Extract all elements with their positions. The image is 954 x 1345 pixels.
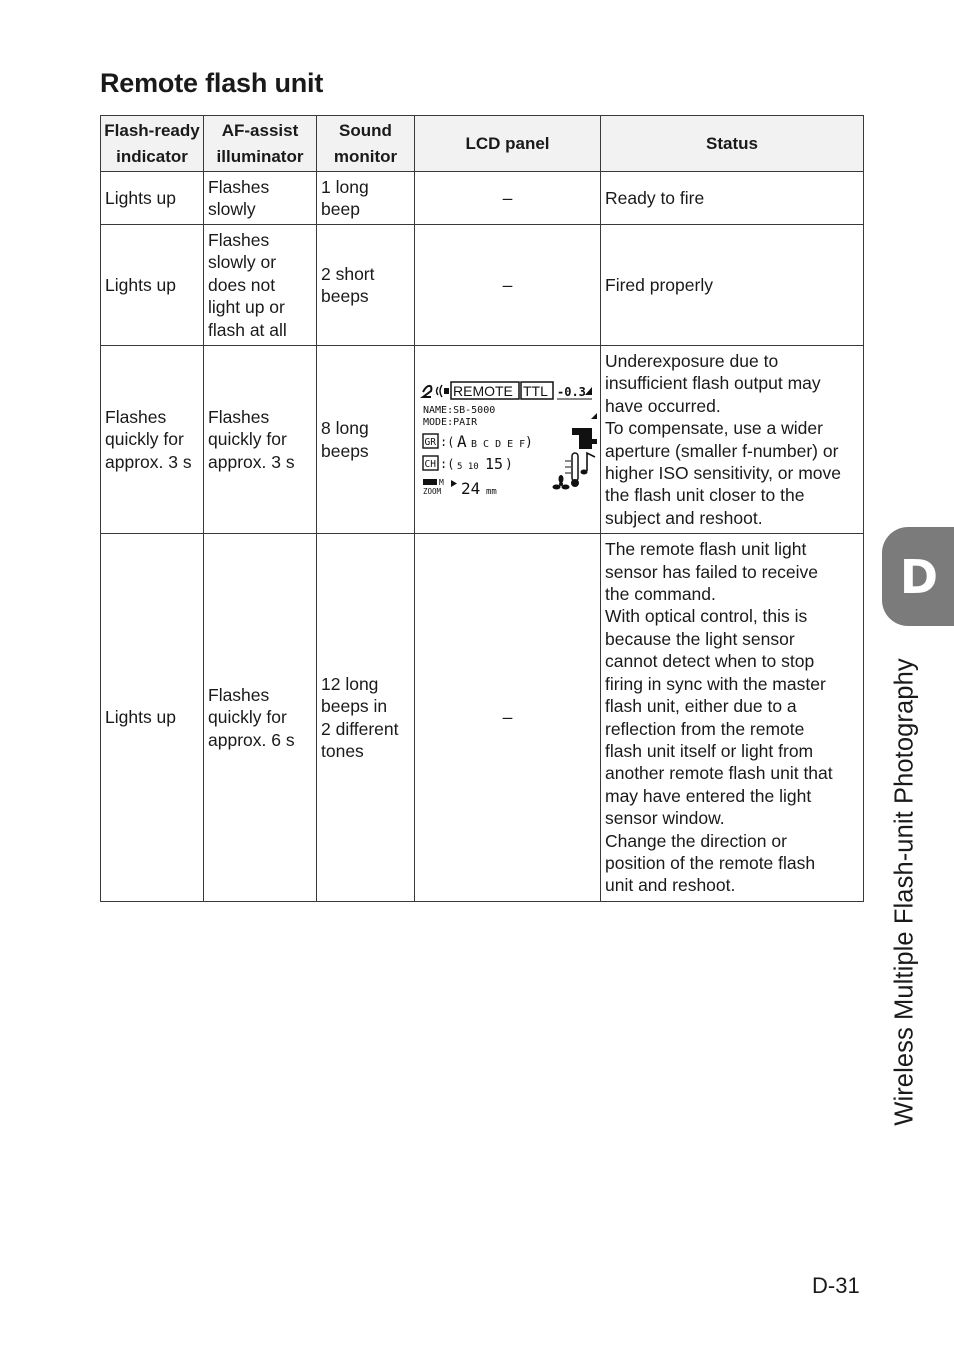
cell-af-assist: Flashes quickly for approx. 3 s [204, 346, 317, 534]
lcd-mode-line: MODE:PAIR [423, 416, 478, 428]
lcd-zoom-mode: M [439, 477, 444, 487]
svg-text:): ) [525, 434, 533, 450]
header-af-assist: AF-assist illuminator [204, 116, 317, 172]
side-title: Wireless Multiple Flash-unit Photography [890, 658, 919, 1126]
cell-flash-ready: Lights up [101, 172, 204, 225]
header-status: Status [601, 116, 864, 172]
flash-head-icon [572, 428, 597, 449]
cell-flash-ready: Flashes quickly for approx. 3 s [101, 346, 204, 534]
cell-lcd: – [415, 172, 601, 225]
cooling-fan-icon [553, 475, 570, 490]
svg-text::(: :( [440, 456, 455, 471]
lcd-channels: 5 10 [457, 461, 479, 472]
lcd-zoom-unit: mm [486, 486, 497, 497]
lcd-zoom-label: ZOOM [423, 486, 442, 496]
lcd-comp: -0.3 [557, 384, 586, 399]
lcd-name-line: NAME:SB-5000 [423, 404, 496, 416]
wireless-signal-icon [437, 385, 443, 397]
cell-lcd: – [415, 225, 601, 346]
cell-sound: 8 long beeps [317, 346, 415, 534]
lcd-group-others: B C D E F [471, 438, 526, 450]
cell-lcd [415, 346, 601, 534]
header-flash-ready: Flash-ready indicator [101, 116, 204, 172]
cell-af-assist: Flashes slowly [204, 172, 317, 225]
cell-sound: 1 long beep [317, 172, 415, 225]
lcd-channel-active: 15 [485, 454, 504, 473]
cell-status: The remote flash unit light sensor has failed to receive the command. With optical control, this is because the light sensor cannot detect when to stop firing in sync with the master flash unit, either due to a reflection from the remote flash unit itself or light from another remote flash unit that may have entered the light sensor window. Change the direction or position of the remote flash unit and reshoot. [601, 534, 864, 902]
cell-af-assist: Flashes slowly or does not light up or flash at all [204, 225, 317, 346]
sound-note-icon [587, 453, 595, 471]
chapter-tab-letter: D [899, 549, 939, 604]
svg-text::(: :( [440, 434, 455, 449]
thermometer-icon [572, 453, 578, 481]
chapter-tab [882, 527, 954, 626]
header-lcd-panel: LCD panel [415, 116, 601, 172]
lcd-metering: TTL [523, 382, 548, 399]
cell-af-assist: Flashes quickly for approx. 6 s [204, 534, 317, 902]
table-header-row [101, 116, 864, 172]
lcd-zoom-value: 24 [461, 478, 481, 498]
cell-status: Ready to fire [601, 172, 864, 225]
header-sound-monitor: Sound monitor [317, 116, 415, 172]
cell-lcd: – [415, 534, 601, 902]
cell-flash-ready: Lights up [101, 534, 204, 902]
lcd-group-label: GR [424, 436, 436, 448]
cell-flash-ready: Lights up [101, 225, 204, 346]
remote-status-table [100, 115, 864, 902]
table-row [101, 534, 864, 902]
lcd-panel-illustration [419, 379, 597, 501]
remote-symbol-icon [423, 385, 431, 396]
table-row [101, 172, 864, 225]
cell-status: Fired properly [601, 225, 864, 346]
svg-text:): ) [505, 456, 513, 472]
page-number: D-31 [812, 1273, 860, 1298]
lcd-mode: REMOTE [453, 382, 513, 399]
table-row [101, 346, 864, 534]
cell-status: Underexposure due to insufficient flash output may have occurred. To compensate, use a wider aperture (smaller f-number) or higher ISO sensitivity, or move the flash unit closer to the subject and reshoot. [601, 346, 864, 534]
lcd-channel-label: CH [424, 458, 436, 470]
lcd-group-active: A [457, 431, 467, 451]
cell-sound: 2 short beeps [317, 225, 415, 346]
table-row [101, 225, 864, 346]
cell-sound: 12 long beeps in 2 different tones [317, 534, 415, 902]
section-heading: Remote flash unit [100, 68, 324, 98]
